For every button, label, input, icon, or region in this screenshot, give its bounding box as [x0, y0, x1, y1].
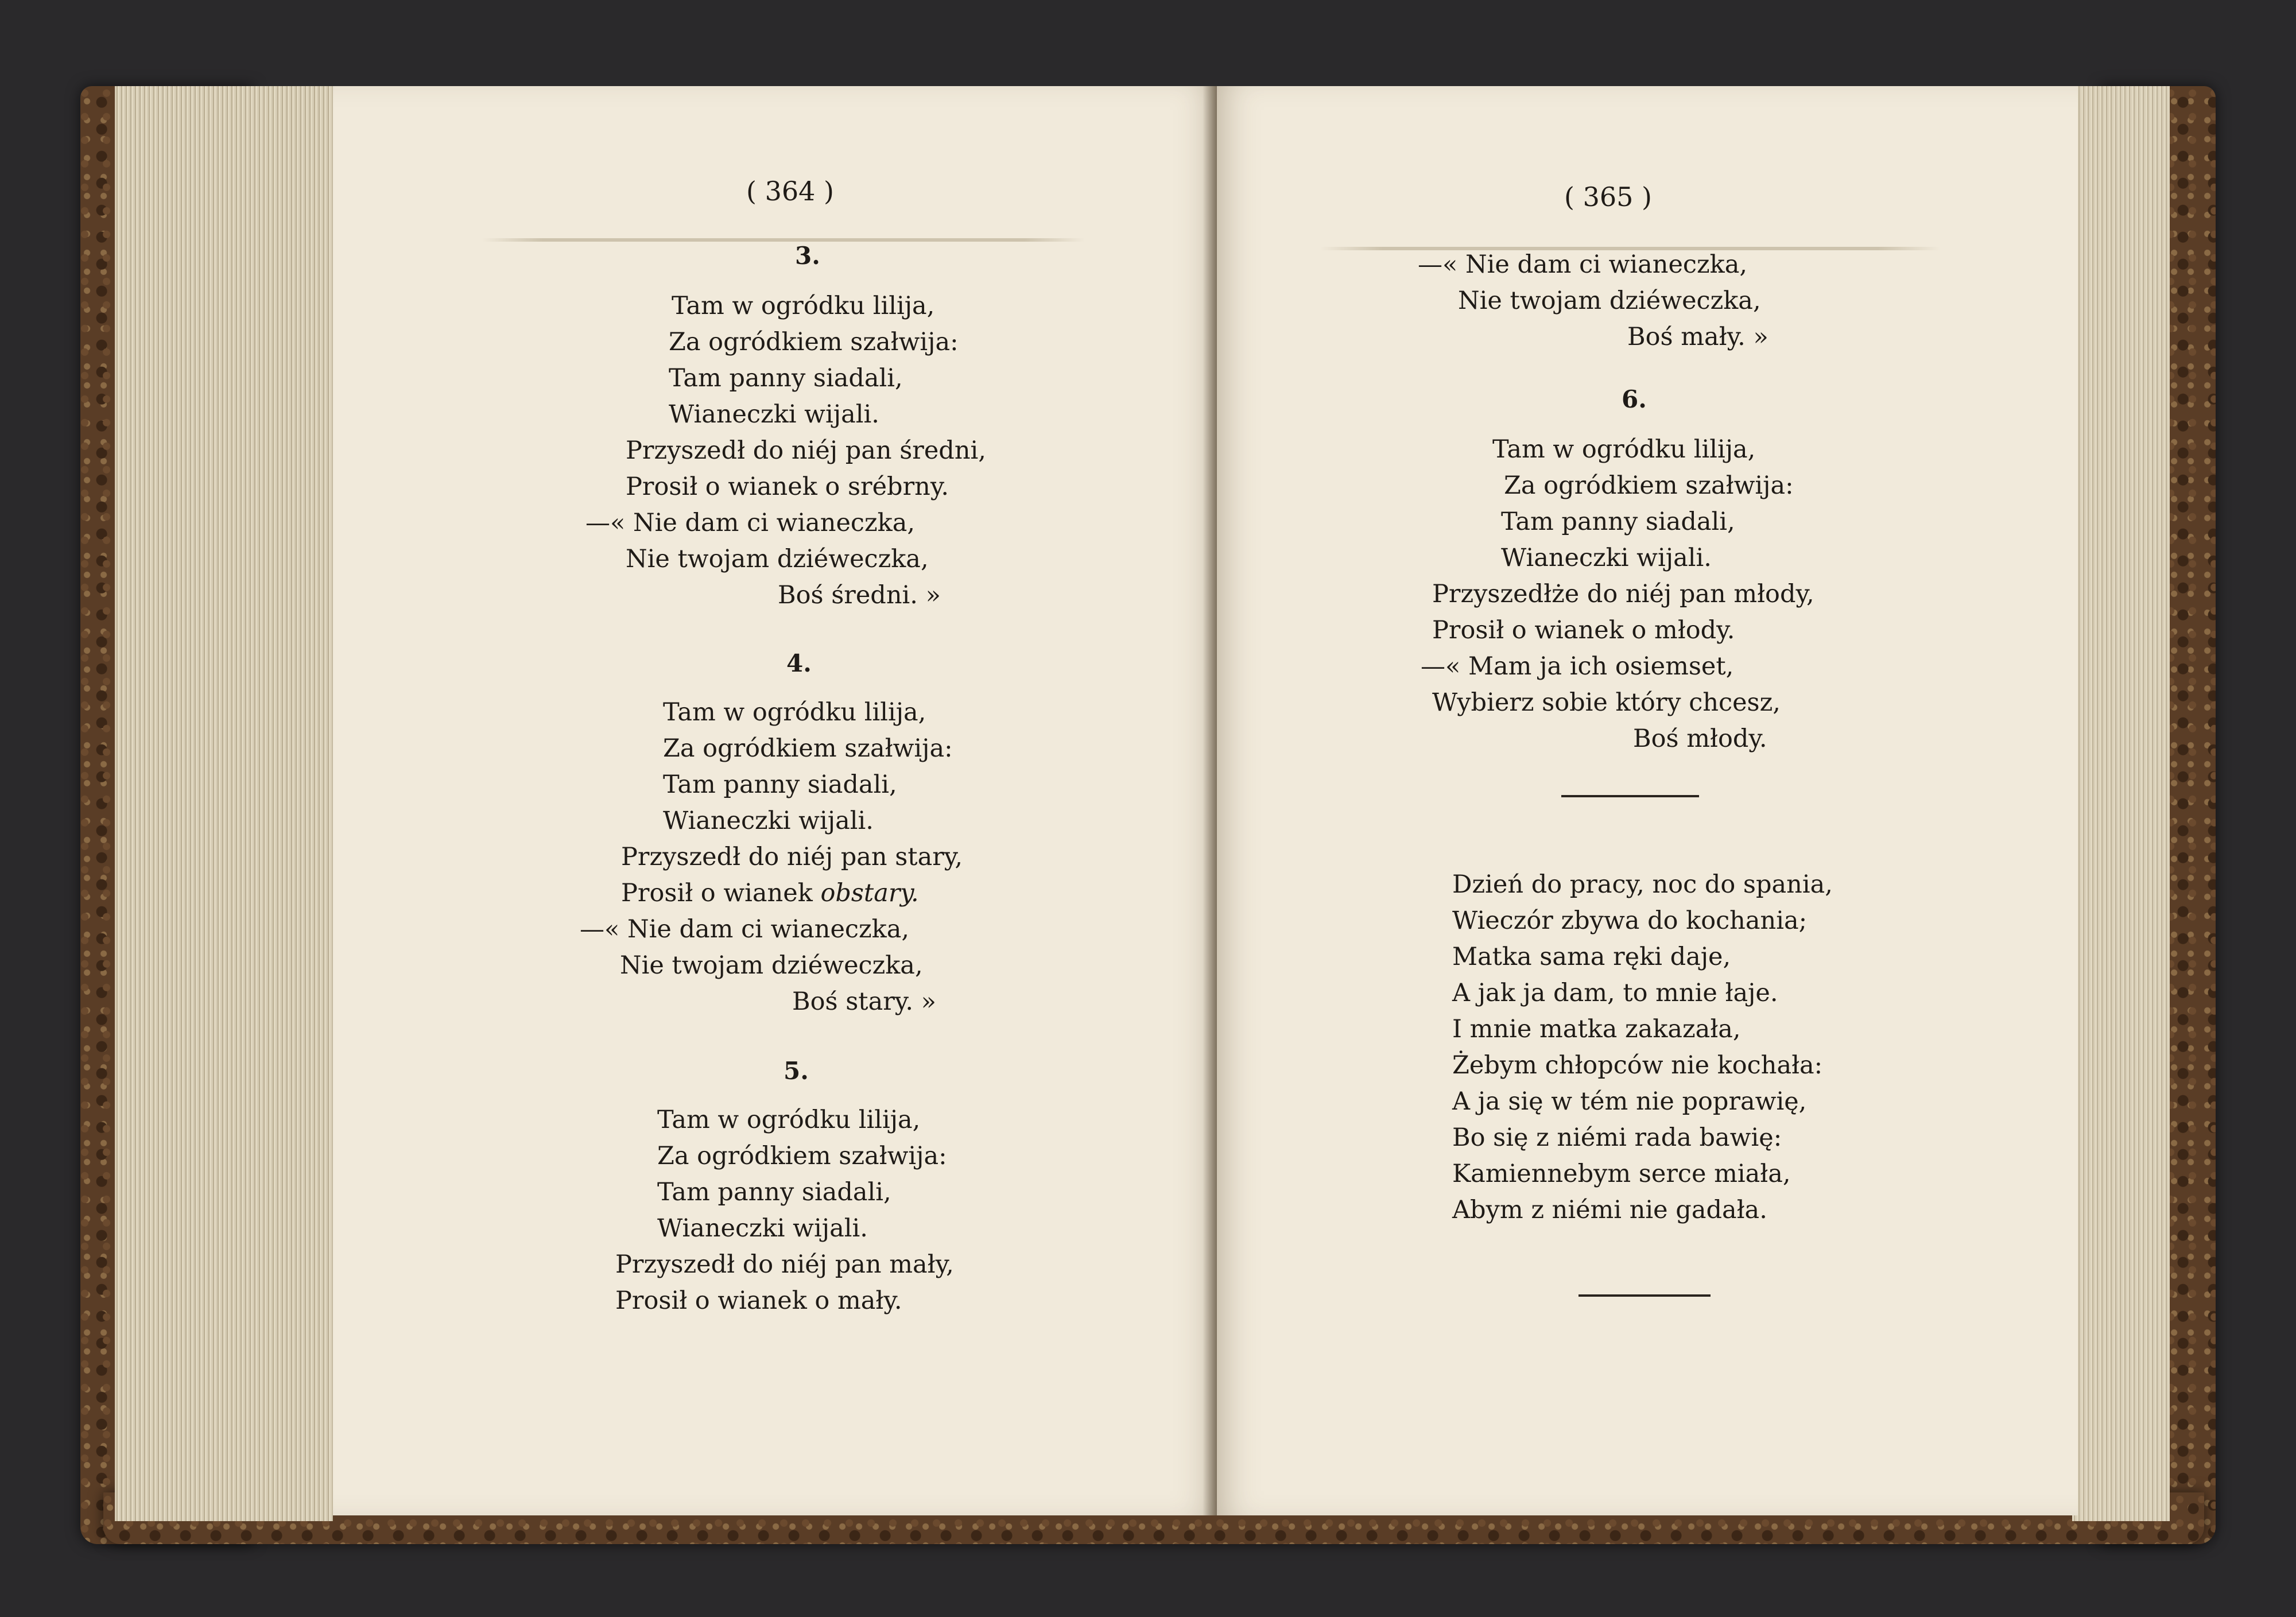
verse-line: Tam w ogródku lilija, — [663, 698, 926, 727]
stanza-number: 5. — [784, 1057, 809, 1085]
verse-line: Tam panny siadali, — [663, 770, 897, 799]
verse-line: Tam w ogródku lilija, — [657, 1106, 921, 1134]
verse-line: Za ogródkiem szałwija: — [1504, 471, 1794, 500]
verse-line: Za ogródkiem szałwija: — [657, 1142, 947, 1170]
verse-line: Nie twojam dziéweczka, — [1458, 286, 1761, 315]
verse-line: Wianeczki wijali. — [663, 806, 874, 835]
page-block-edges-left — [115, 86, 333, 1521]
page-block-edges-right — [2072, 86, 2170, 1521]
right-page — [1217, 86, 2078, 1515]
verse-line: Przyszedłże do niéj pan młody, — [1432, 580, 1814, 608]
verse-line: Wybierz sobie który chcesz, — [1432, 688, 1781, 717]
verse-line: Matka sama ręki daje, — [1452, 943, 1731, 971]
verse-line: Wianeczki wijali. — [1501, 544, 1712, 572]
section-divider — [1578, 1294, 1711, 1297]
verse-line: Abym z niémi nie gadała. — [1452, 1196, 1767, 1224]
verse-line — [621, 881, 919, 906]
verse-line: Prosił o wianek o srébrny. — [626, 472, 949, 501]
verse-line: Prosił o wianek o młody. — [1432, 616, 1735, 645]
verse-line: Przyszedł do niéj pan mały, — [615, 1250, 954, 1279]
verse-line: Tam panny siadali, — [669, 364, 903, 393]
verse-line: Tam w ogródku lilija, — [1492, 435, 1756, 464]
verse-line: Za ogródkiem szałwija: — [663, 734, 953, 763]
verse-line: Przyszedł do niéj pan stary, — [621, 843, 963, 871]
verse-line: Bo się z niémi rada bawię: — [1452, 1123, 1782, 1152]
verse-line: Wianeczki wijali. — [669, 400, 879, 429]
verse-line: —« Nie dam ci wianeczka, — [1418, 250, 1748, 279]
verse-line: Boś młody. — [1633, 724, 1767, 753]
verse-line: —« Nie dam ci wianeczka, — [585, 509, 916, 537]
verse-line: Wieczór zbywa do kochania; — [1452, 906, 1808, 935]
verse-line: Dzień do pracy, noc do spania, — [1452, 870, 1833, 899]
verse-line: Tam panny siadali, — [1501, 507, 1735, 536]
verse-italic: obstary. — [820, 879, 919, 908]
stanza-number: 3. — [795, 242, 820, 270]
left-page — [333, 86, 1217, 1515]
stanza-number: 6. — [1622, 385, 1647, 413]
verse-line: Nie twojam dziéweczka, — [626, 545, 929, 573]
verse-line: I mnie matka zakazała, — [1452, 1015, 1741, 1044]
verse-line: A ja się w tém nie poprawię, — [1452, 1087, 1807, 1116]
page-number: ( 364 ) — [746, 176, 834, 207]
verse-line: —« Nie dam ci wianeczka, — [580, 915, 910, 944]
verse-line: Wianeczki wijali. — [657, 1214, 868, 1243]
verse-line: Żebym chłopców nie kochała: — [1452, 1051, 1823, 1080]
verse-line: —« Mam ja ich osiemset, — [1421, 652, 1734, 681]
verse-line: A jak ja dam, to mnie łaje. — [1452, 979, 1778, 1007]
verse-line: Za ogródkiem szałwija: — [669, 328, 959, 356]
verse-line: Boś mały. » — [1627, 323, 1768, 351]
verse-line: Boś stary. » — [792, 987, 936, 1016]
verse-line: Kamiennebym serce miała, — [1452, 1160, 1791, 1188]
verse-line: Tam panny siadali, — [657, 1178, 891, 1207]
verse-line: Boś średni. » — [778, 581, 941, 610]
verse-line: Prosił o wianek o mały. — [615, 1286, 902, 1315]
verse-text: Prosił o wianek — [621, 879, 813, 908]
stanza-number: 4. — [786, 649, 812, 677]
verse-line: Tam w ogródku lilija, — [672, 292, 935, 320]
verse-line: Przyszedł do niéj pan średni, — [626, 436, 986, 465]
verse-line: Nie twojam dziéweczka, — [620, 951, 923, 980]
header-rule — [482, 238, 1085, 242]
section-divider — [1561, 795, 1699, 797]
page-number: ( 365 ) — [1564, 181, 1652, 212]
